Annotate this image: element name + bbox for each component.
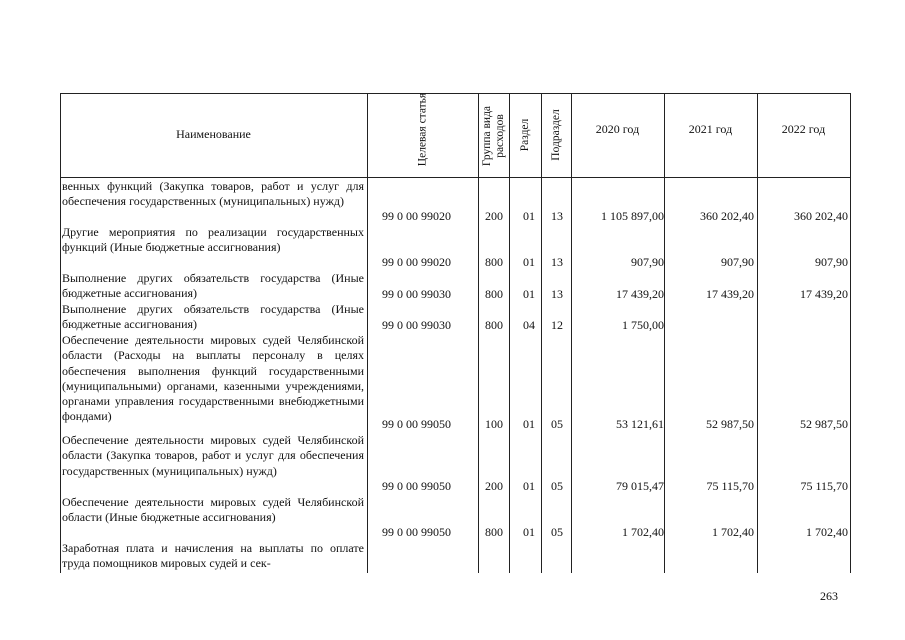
header-section: Раздел <box>519 118 531 152</box>
row-section: 01 <box>523 479 535 493</box>
row-group: 200 <box>485 209 503 223</box>
row-2020: 1 750,00 <box>622 318 664 332</box>
row-2020: 17 439,20 <box>616 287 664 301</box>
row-subsection: 13 <box>551 209 563 223</box>
row-name: Заработная плата и начисления на выплаты по оплате труда помощников мировых судей и сек- <box>62 541 364 571</box>
budget-table <box>60 93 850 573</box>
col-divider <box>541 93 542 573</box>
row-2021: 52 987,50 <box>706 417 754 431</box>
row-target: 99 0 00 99020 <box>382 255 451 269</box>
row-subsection: 13 <box>551 287 563 301</box>
row-target: 99 0 00 99030 <box>382 287 451 301</box>
col-divider <box>571 93 572 573</box>
row-subsection: 12 <box>551 318 563 332</box>
row-section: 01 <box>523 209 535 223</box>
row-group: 800 <box>485 255 503 269</box>
row-section: 01 <box>523 255 535 269</box>
row-2020: 79 015,47 <box>616 479 664 493</box>
row-name: венных функций (Закупка товаров, работ и услуг для обеспечения государственных (муниципальных) нужд) <box>62 179 364 209</box>
row-target: 99 0 00 99050 <box>382 417 451 431</box>
row-2021: 907,90 <box>721 255 754 269</box>
row-name: Обеспечение деятельности мировых судей Челябинской области (Иные бюджетные ассигнования) <box>62 495 364 525</box>
row-2021: 360 202,40 <box>700 209 754 223</box>
row-name: Обеспечение деятельности мировых судей Челябинской области (Расходы на выплаты персоналу в целях обеспечения выполнения функций государственными (муниципальными) органами, казенными учреждениями, органами управления государственными внебюджетными фондами) <box>62 333 364 424</box>
row-subsection: 05 <box>551 525 563 539</box>
row-target: 99 0 00 99050 <box>382 479 451 493</box>
header-subsection: Подраздел <box>550 109 562 161</box>
row-name: Выполнение других обязательств государства (Иные бюджетные ассигнования) <box>62 302 364 332</box>
col-divider <box>664 93 665 573</box>
header-2022: 2022 год <box>781 122 826 136</box>
row-2021: 1 702,40 <box>712 525 754 539</box>
row-section: 01 <box>523 417 535 431</box>
row-section: 04 <box>523 318 535 332</box>
row-target: 99 0 00 99050 <box>382 525 451 539</box>
col-divider <box>367 93 368 573</box>
col-divider <box>478 93 479 573</box>
row-name: Обеспечение деятельности мировых судей Челябинской области (Закупка товаров, работ и услуг для обеспечения государственных (муниципальных) нужд) <box>62 433 364 478</box>
row-2022: 52 987,50 <box>800 417 848 431</box>
row-2020: 907,90 <box>631 255 664 269</box>
table-right-border <box>850 93 851 573</box>
row-name: Выполнение других обязательств государства (Иные бюджетные ассигнования) <box>62 271 364 301</box>
row-name: Другие мероприятия по реализации государственных функций (Иные бюджетные ассигнования) <box>62 225 364 255</box>
row-2022: 360 202,40 <box>794 209 848 223</box>
row-section: 01 <box>523 287 535 301</box>
row-subsection: 05 <box>551 417 563 431</box>
row-2022: 1 702,40 <box>806 525 848 539</box>
header-2020: 2020 год <box>595 122 640 136</box>
header-2021: 2021 год <box>688 122 733 136</box>
row-group: 800 <box>485 318 503 332</box>
header-target-text: Целевая статья <box>416 92 429 167</box>
row-group: 800 <box>485 287 503 301</box>
row-group: 100 <box>485 417 503 431</box>
row-2022: 17 439,20 <box>800 287 848 301</box>
col-divider <box>757 93 758 573</box>
row-2020: 53 121,61 <box>616 417 664 431</box>
table-top-border <box>60 93 850 94</box>
row-target: 99 0 00 99020 <box>382 209 451 223</box>
header-group-text: Группа вида расходов <box>481 105 506 167</box>
header-name: Наименование <box>176 127 251 141</box>
page-number: 263 <box>820 589 838 603</box>
row-2022: 907,90 <box>815 255 848 269</box>
row-group: 200 <box>485 479 503 493</box>
row-2022: 75 115,70 <box>800 479 848 493</box>
header-target <box>417 80 430 180</box>
header-bottom-border <box>60 177 850 178</box>
header-group <box>481 86 507 186</box>
row-2020: 1 105 897,00 <box>601 209 664 223</box>
row-target: 99 0 00 99030 <box>382 318 451 332</box>
col-divider <box>509 93 510 573</box>
row-2020: 1 702,40 <box>622 525 664 539</box>
row-section: 01 <box>523 525 535 539</box>
row-subsection: 13 <box>551 255 563 269</box>
table-left-border <box>60 93 61 573</box>
row-subsection: 05 <box>551 479 563 493</box>
row-2021: 75 115,70 <box>706 479 754 493</box>
row-2021: 17 439,20 <box>706 287 754 301</box>
row-group: 800 <box>485 525 503 539</box>
